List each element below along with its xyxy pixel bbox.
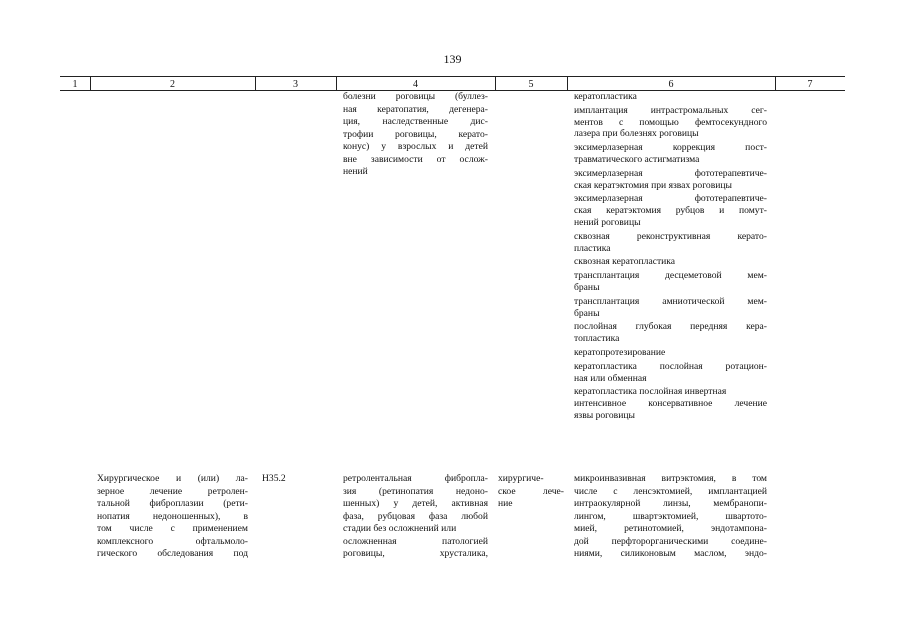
text-line: комплексного офтальмоло- [97, 535, 248, 547]
treatment-method: нений роговицы [574, 216, 641, 228]
treatment-method: эксимерлазерная фототерапевтиче- [574, 193, 767, 205]
treatment-method: имплантация интрастромальных сег- [574, 104, 767, 116]
treatment-method: эксимерлазерная коррекция пост- [574, 142, 767, 154]
treatment-method: ментов с помощью фемтосекундного [574, 116, 767, 128]
text-line: зерное лечение ретролен- [97, 485, 248, 497]
column-number: 5 [528, 79, 534, 90]
column-number: 6 [668, 79, 674, 90]
treatment-method: язвы роговицы [574, 409, 635, 421]
text-line: числе с ленсэктомией, имплантацией [574, 485, 767, 497]
block2-disease-description [343, 473, 488, 561]
treatment-method: сквозная реконструктивная керато- [574, 230, 767, 242]
treatment-method: ская кератэктомия рубцов и помут- [574, 205, 767, 217]
text-line: фаза, рубцовая фаза любой [343, 510, 488, 522]
text-line: вне зависимости от ослож- [343, 153, 488, 165]
treatment-method: эксимерлазерная фототерапевтиче- [574, 167, 767, 179]
column-number: 3 [293, 79, 298, 90]
treatment-method: травматического астигматизма [574, 153, 700, 165]
text-line: нопатия недоношенных), в [97, 510, 248, 522]
treatment-method: сквозная кератопластика [574, 256, 676, 268]
icd-code: H35.2 [262, 473, 286, 484]
treatment-method: лазера при болезнях роговицы [574, 128, 699, 140]
text-line: тальной фиброплазии (рети- [97, 498, 248, 509]
treatment-method: кератопластика послойная инвертная [574, 386, 727, 398]
treatment-method: пластика [574, 242, 611, 254]
block1-disease-description [343, 91, 488, 179]
column-number: 2 [170, 79, 175, 90]
treatment-method: трансплантация десцеметовой мем- [574, 270, 767, 282]
text-line: нений [343, 166, 368, 177]
treatment-method: интенсивное консервативное лечение [574, 398, 767, 410]
text-line: ная кератопатия, дегенера- [343, 103, 488, 115]
text-line: мией, ретинотомией, эндотампона- [574, 523, 767, 534]
block2-care-type [97, 473, 248, 561]
text-line: ское лече- [498, 485, 564, 497]
text-line: трофии роговицы, керато- [343, 128, 488, 140]
block2-icd-code [262, 473, 322, 486]
column-number: 1 [72, 79, 78, 90]
text-line: шенных) у детей, активная [343, 498, 488, 509]
table-top-rule [60, 76, 845, 77]
text-line: болезни роговицы (буллез- [343, 91, 488, 102]
text-line: ция, наследственные дис- [343, 116, 488, 127]
column-number: 4 [413, 79, 418, 90]
text-line: микроинвазивная витрэктомия, в том [574, 473, 767, 484]
treatment-method: послойная глубокая передняя кера- [574, 321, 767, 333]
block2-treatment-methods [574, 473, 767, 561]
block1-treatment-methods [574, 91, 767, 422]
text-line: осложненная патологией [343, 535, 488, 547]
treatment-method: трансплантация амниотической мем- [574, 295, 767, 307]
treatment-method: браны [574, 281, 600, 293]
treatment-method: ная или обменная [574, 372, 647, 384]
text-line: гического обследования под [97, 548, 248, 559]
treatment-method: браны [574, 307, 600, 319]
treatment-method: кератопластика [574, 91, 637, 102]
block2-treatment-type [498, 473, 564, 511]
text-line: дой перфторорганическими соедине- [574, 535, 767, 547]
text-line: лингом, швартэктомией, швартото- [574, 510, 767, 522]
treatment-method: кератопластика послойная ротацион- [574, 360, 767, 372]
text-line: ретролентальная фибропла- [343, 473, 488, 484]
text-line: конус) у взрослых и детей [343, 141, 488, 152]
text-line: зия (ретинопатия недоно- [343, 485, 488, 497]
text-line: стадии без осложнений или [343, 523, 457, 534]
text-line: роговицы, хрусталика, [343, 548, 488, 559]
text-line: ниями, силиконовым маслом, эндо- [574, 548, 767, 559]
text-line: ние [498, 498, 513, 509]
text-line: интраокулярной линзы, мембранопи- [574, 498, 767, 509]
treatment-method: ская кератэктомия при язвах роговицы [574, 179, 732, 191]
column-number: 7 [807, 79, 813, 90]
treatment-method: кератопротезирование [574, 346, 666, 358]
treatment-method: топластика [574, 333, 620, 345]
page-number: 139 [443, 52, 462, 66]
text-line: том числе с применением [97, 523, 248, 534]
text-line: Хирургическое и (или) ла- [97, 473, 248, 484]
text-line: хирургиче- [498, 473, 544, 484]
